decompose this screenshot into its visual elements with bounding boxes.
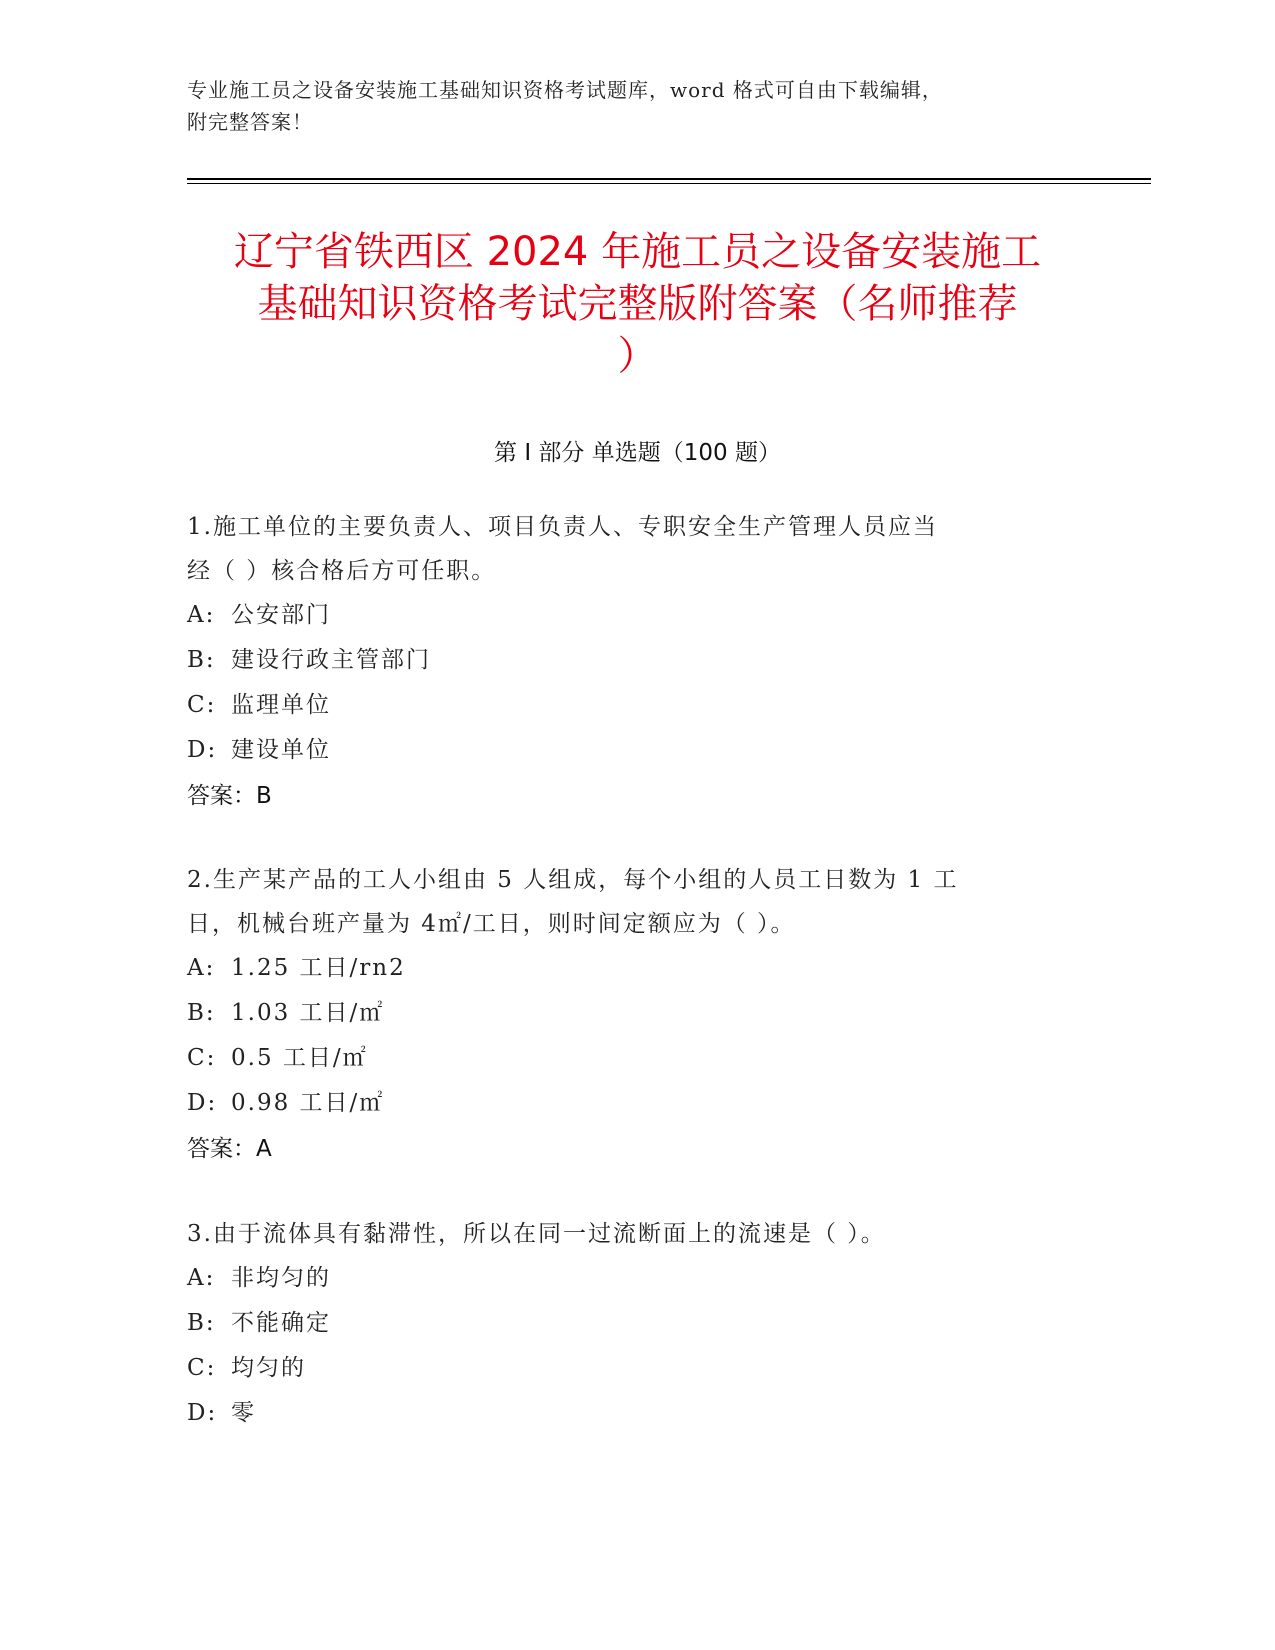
question-text-line: 经（ ）核合格后方可任职。 (187, 558, 497, 584)
question-text-line: 1.施工单位的主要负责人、项目负责人、专职安全生产管理人员应当 (187, 514, 938, 540)
option-b (187, 1301, 1067, 1346)
option-key: D: (187, 1090, 218, 1116)
option-text: 1.03 工日/㎡ (231, 1000, 385, 1026)
option-a (187, 946, 1067, 991)
document-title-line-3: ） (617, 333, 658, 379)
option-key: C: (187, 1355, 217, 1381)
option-a (187, 1256, 1067, 1301)
header-note-line-1: 专业施工员之设备安装施工基础知识资格考试题库，word 格式可自由下载编辑， (187, 78, 943, 102)
option-text: 建设单位 (231, 737, 331, 763)
option-d (187, 1081, 1067, 1126)
option-key: D: (187, 737, 218, 763)
option-text: 1.25 工日/rn2 (231, 955, 406, 981)
option-text: 监理单位 (231, 692, 331, 718)
option-b (187, 991, 1067, 1036)
option-c (187, 1036, 1067, 1081)
option-d (187, 728, 1067, 773)
option-key: B: (187, 1310, 216, 1336)
option-text: 均匀的 (231, 1355, 306, 1381)
option-key: C: (187, 692, 217, 718)
option-text: 非均匀的 (231, 1265, 331, 1291)
option-b (187, 638, 1067, 683)
option-key: A: (187, 1265, 216, 1291)
header-divider-thin (187, 183, 1151, 184)
option-text: 0.98 工日/㎡ (231, 1090, 385, 1116)
header-divider-thick (187, 178, 1151, 180)
option-text: 不能确定 (231, 1310, 331, 1336)
option-key: B: (187, 647, 216, 673)
question-3 (187, 1212, 1067, 1436)
option-text: 建设行政主管部门 (231, 647, 431, 673)
option-key: C: (187, 1045, 217, 1071)
header-note (187, 74, 1087, 138)
option-key: A: (187, 955, 216, 981)
option-key: D: (187, 1400, 218, 1426)
option-key: B: (187, 1000, 216, 1026)
section-title: 第 I 部分 单选题（100 题） (494, 440, 781, 466)
question-text-line: 3.由于流体具有黏滞性，所以在同一过流断面上的流速是（ ）。 (187, 1221, 886, 1247)
question-text-line: 2.生产某产品的工人小组由 5 人组成，每个小组的人员工日数为 1 工 (187, 867, 959, 893)
option-text: 零 (231, 1400, 256, 1426)
option-text: 公安部门 (231, 602, 331, 628)
option-c (187, 1346, 1067, 1391)
document-title-line-2: 基础知识资格考试完整版附答案（名师推荐 (257, 281, 1018, 327)
header-note-line-2: 附完整答案！ (187, 110, 313, 134)
option-d (187, 1391, 1067, 1436)
question-2 (187, 858, 1067, 1172)
answer: 答案：A (187, 1136, 272, 1162)
option-a (187, 593, 1067, 638)
question-text-line: 日，机械台班产量为 4㎡/工日，则时间定额应为（ ）。 (187, 911, 796, 937)
document-title (150, 226, 1125, 382)
option-key: A: (187, 602, 216, 628)
option-c (187, 683, 1067, 728)
option-text: 0.5 工日/㎡ (231, 1045, 368, 1071)
document-title-line-1: 辽宁省铁西区 2024 年施工员之设备安装施工 (233, 229, 1042, 275)
question-1 (187, 505, 1067, 819)
answer: 答案：B (187, 783, 272, 809)
